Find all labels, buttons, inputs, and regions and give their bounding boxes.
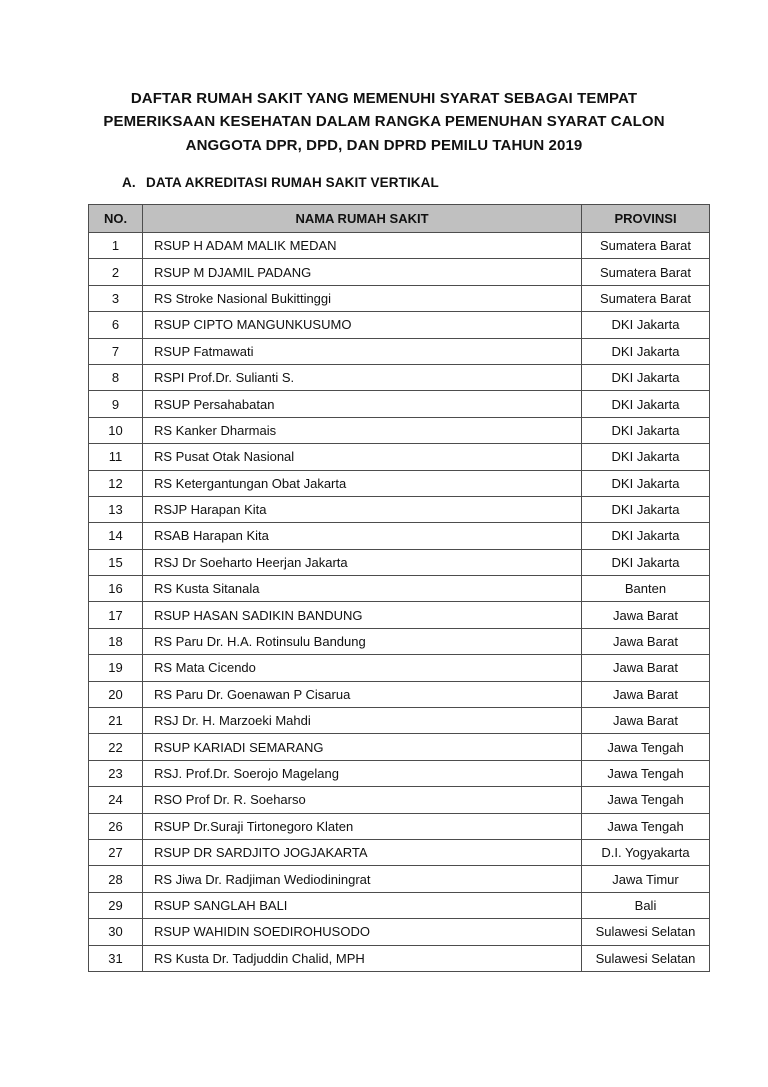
table-row	[89, 470, 710, 496]
cell-provinsi: Jawa Tengah	[582, 734, 710, 760]
table-row	[89, 919, 710, 945]
table-row	[89, 338, 710, 364]
column-header-no: NO.	[89, 205, 143, 233]
cell-no: 14	[89, 523, 143, 549]
cell-provinsi: Jawa Barat	[582, 628, 710, 654]
table-row	[89, 734, 710, 760]
hospital-table-header	[89, 205, 710, 233]
cell-no: 22	[89, 734, 143, 760]
cell-no: 30	[89, 919, 143, 945]
table-row	[89, 364, 710, 390]
cell-provinsi: DKI Jakarta	[582, 549, 710, 575]
cell-provinsi: Jawa Barat	[582, 681, 710, 707]
table-row	[89, 285, 710, 311]
cell-nama: RSUP SANGLAH BALI	[143, 892, 582, 918]
cell-no: 19	[89, 655, 143, 681]
cell-no: 27	[89, 839, 143, 865]
cell-provinsi: DKI Jakarta	[582, 338, 710, 364]
cell-provinsi: DKI Jakarta	[582, 523, 710, 549]
cell-nama: RSJ Dr. H. Marzoeki Mahdi	[143, 708, 582, 734]
cell-provinsi: DKI Jakarta	[582, 312, 710, 338]
table-row	[89, 444, 710, 470]
cell-provinsi: Jawa Timur	[582, 866, 710, 892]
cell-nama: RSUP Persahabatan	[143, 391, 582, 417]
cell-provinsi: Sulawesi Selatan	[582, 945, 710, 971]
cell-no: 13	[89, 496, 143, 522]
table-row	[89, 312, 710, 338]
cell-nama: RSUP CIPTO MANGUNKUSUMO	[143, 312, 582, 338]
cell-provinsi: Jawa Barat	[582, 708, 710, 734]
cell-nama: RS Stroke Nasional Bukittinggi	[143, 285, 582, 311]
cell-nama: RSUP H ADAM MALIK MEDAN	[143, 233, 582, 259]
cell-nama: RSJ Dr Soeharto Heerjan Jakarta	[143, 549, 582, 575]
cell-no: 18	[89, 628, 143, 654]
cell-nama: RS Jiwa Dr. Radjiman Wediodiningrat	[143, 866, 582, 892]
cell-no: 29	[89, 892, 143, 918]
table-row	[89, 839, 710, 865]
cell-provinsi: DKI Jakarta	[582, 496, 710, 522]
table-row	[89, 417, 710, 443]
table-row	[89, 655, 710, 681]
cell-provinsi: Jawa Tengah	[582, 787, 710, 813]
cell-provinsi: DKI Jakarta	[582, 417, 710, 443]
cell-no: 11	[89, 444, 143, 470]
cell-no: 21	[89, 708, 143, 734]
cell-nama: RSO Prof Dr. R. Soeharso	[143, 787, 582, 813]
cell-provinsi: Jawa Barat	[582, 655, 710, 681]
cell-nama: RSUP DR SARDJITO JOGJAKARTA	[143, 839, 582, 865]
cell-no: 26	[89, 813, 143, 839]
table-row	[89, 259, 710, 285]
cell-no: 9	[89, 391, 143, 417]
table-row	[89, 708, 710, 734]
cell-provinsi: DKI Jakarta	[582, 444, 710, 470]
table-row	[89, 892, 710, 918]
hospital-table-body	[89, 233, 710, 972]
cell-nama: RSUP HASAN SADIKIN BANDUNG	[143, 602, 582, 628]
cell-provinsi: Sumatera Barat	[582, 259, 710, 285]
cell-no: 31	[89, 945, 143, 971]
table-row	[89, 233, 710, 259]
cell-no: 23	[89, 760, 143, 786]
cell-no: 1	[89, 233, 143, 259]
table-row	[89, 760, 710, 786]
table-row	[89, 523, 710, 549]
cell-provinsi: Bali	[582, 892, 710, 918]
cell-nama: RSAB Harapan Kita	[143, 523, 582, 549]
cell-no: 20	[89, 681, 143, 707]
cell-provinsi: Jawa Tengah	[582, 760, 710, 786]
cell-nama: RSUP M DJAMIL PADANG	[143, 259, 582, 285]
cell-nama: RS Paru Dr. H.A. Rotinsulu Bandung	[143, 628, 582, 654]
cell-nama: RS Kanker Dharmais	[143, 417, 582, 443]
document-title-line-1: DAFTAR RUMAH SAKIT YANG MEMENUHI SYARAT SEBAGAI TEMPAT	[130, 90, 638, 107]
cell-no: 24	[89, 787, 143, 813]
cell-no: 12	[89, 470, 143, 496]
table-row	[89, 549, 710, 575]
table-row	[89, 576, 710, 602]
table-row	[89, 681, 710, 707]
cell-nama: RSUP Dr.Suraji Tirtonegoro Klaten	[143, 813, 582, 839]
cell-nama: RS Kusta Sitanala	[143, 576, 582, 602]
cell-provinsi: Jawa Barat	[582, 602, 710, 628]
cell-provinsi: D.I. Yogyakarta	[582, 839, 710, 865]
hospital-table	[88, 204, 710, 972]
column-header-provinsi: PROVINSI	[582, 205, 710, 233]
cell-provinsi: Banten	[582, 576, 710, 602]
cell-no: 28	[89, 866, 143, 892]
cell-provinsi: Sulawesi Selatan	[582, 919, 710, 945]
cell-no: 16	[89, 576, 143, 602]
cell-no: 3	[89, 285, 143, 311]
table-row	[89, 391, 710, 417]
cell-provinsi: Sumatera Barat	[582, 285, 710, 311]
table-row	[89, 628, 710, 654]
table-row	[89, 866, 710, 892]
table-row	[89, 813, 710, 839]
cell-no: 6	[89, 312, 143, 338]
document-title-line-2: PEMERIKSAAN KESEHATAN DALAM RANGKA PEMENUHAN SYARAT CALON	[103, 113, 665, 131]
table-row	[89, 602, 710, 628]
cell-no: 7	[89, 338, 143, 364]
table-row	[89, 496, 710, 522]
cell-nama: RSJ. Prof.Dr. Soerojo Magelang	[143, 760, 582, 786]
document-title-line-3: ANGGOTA DPR, DPD, DAN DPRD PEMILU TAHUN 2019	[185, 136, 583, 154]
column-header-nama: NAMA RUMAH SAKIT	[143, 205, 582, 233]
cell-no: 10	[89, 417, 143, 443]
cell-nama: RS Paru Dr. Goenawan P Cisarua	[143, 681, 582, 707]
cell-nama: RS Kusta Dr. Tadjuddin Chalid, MPH	[143, 945, 582, 971]
cell-nama: RSUP WAHIDIN SOEDIROHUSODO	[143, 919, 582, 945]
cell-nama: RSUP KARIADI SEMARANG	[143, 734, 582, 760]
cell-no: 15	[89, 549, 143, 575]
table-row	[89, 787, 710, 813]
cell-nama: RS Pusat Otak Nasional	[143, 444, 582, 470]
cell-provinsi: DKI Jakarta	[582, 470, 710, 496]
cell-provinsi: Sumatera Barat	[582, 233, 710, 259]
table-row	[89, 945, 710, 971]
header-row	[89, 205, 710, 233]
cell-nama: RSPI Prof.Dr. Sulianti S.	[143, 364, 582, 390]
document-title	[60, 87, 708, 157]
cell-nama: RSJP Harapan Kita	[143, 496, 582, 522]
section-heading-text: DATA AKREDITASI RUMAH SAKIT VERTIKAL	[146, 175, 439, 190]
cell-provinsi: DKI Jakarta	[582, 364, 710, 390]
cell-nama: RS Mata Cicendo	[143, 655, 582, 681]
cell-nama: RSUP Fatmawati	[143, 338, 582, 364]
cell-nama: RS Ketergantungan Obat Jakarta	[143, 470, 582, 496]
section-heading	[122, 175, 439, 190]
cell-no: 2	[89, 259, 143, 285]
section-marker: A.	[122, 175, 136, 190]
cell-no: 8	[89, 364, 143, 390]
cell-no: 17	[89, 602, 143, 628]
cell-provinsi: Jawa Tengah	[582, 813, 710, 839]
cell-provinsi: DKI Jakarta	[582, 391, 710, 417]
